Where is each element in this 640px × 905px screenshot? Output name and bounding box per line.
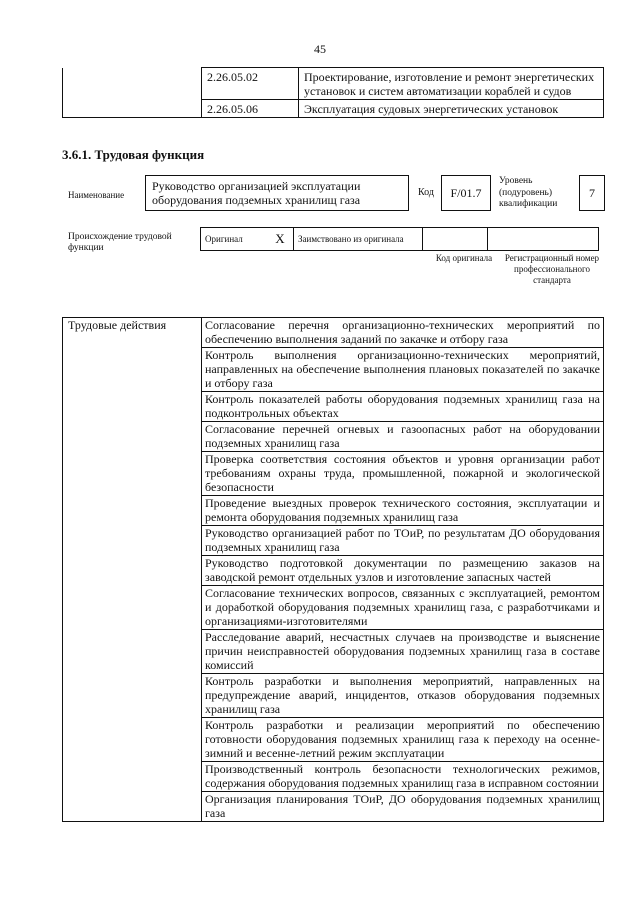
- labor-action-item: Руководство подготовкой документации по размещению заказов на заводской ремонт отдельных узлов и изготовление запасных частей: [202, 556, 604, 586]
- labor-action-item: Контроль разработки и реализации мероприятий по обеспечению готовности оборудования подземных хранилищ газа к переходу на осенне-зимний и весенне-летний режим эксплуатации: [202, 718, 604, 762]
- original-mark: X: [267, 228, 294, 251]
- labor-action-item: Контроль выполнения организационно-технических мероприятий, направленных на обеспечение выполнения плановых показателей по закачке и отбору газа: [202, 348, 604, 392]
- labor-action-item: Согласование перечня организационно-технических мероприятий по обеспечению выполнения заданий по закачке и отбору газа: [202, 318, 604, 348]
- labor-action-item: Организация планирования ТОиР, ДО оборудования подземных хранилищ газа: [202, 792, 604, 822]
- labor-action-item: Контроль показателей работы оборудования подземных хранилищ газа на подконтрольных объектах: [202, 392, 604, 422]
- labor-action-item: Производственный контроль безопасности технологических режимов, содержания оборудования подземных хранилищ газа в исправном состоянии: [202, 762, 604, 792]
- borrowed-label: Заимствовано из оригинала: [294, 228, 423, 251]
- table-row: [63, 318, 604, 348]
- code-original-caption: Код оригинала: [435, 253, 493, 263]
- code-label: Код: [418, 187, 434, 198]
- empty-cell: [63, 68, 202, 118]
- table-row: [201, 228, 599, 251]
- code-original-cell: [423, 228, 488, 251]
- origin-table: [200, 227, 599, 251]
- original-label: Оригинал: [201, 228, 268, 251]
- reg-number-cell: [488, 228, 599, 251]
- code-cell: 2.26.05.06: [202, 100, 299, 118]
- function-name-box: Руководство организацией эксплуатации оборудования подземных хранилищ газа: [145, 175, 409, 211]
- level-box: 7: [579, 175, 605, 211]
- code-cell: 2.26.05.02: [202, 68, 299, 100]
- function-code-box: F/01.7: [441, 175, 491, 211]
- labor-actions-table: [62, 317, 604, 822]
- page-number: 45: [314, 42, 326, 56]
- section-heading: 3.6.1. Трудовая функция: [62, 147, 205, 162]
- labor-action-item: Руководство организацией работ по ТОиР, по результатам ДО оборудования подземных хранилищ газа: [202, 526, 604, 556]
- labor-action-item: Проведение выездных проверок технического состояния, эксплуатации и ремонта оборудования подземных хранилищ газа: [202, 496, 604, 526]
- table-row: [63, 68, 604, 100]
- name-cell: Эксплуатация судовых энергетических установок: [299, 100, 604, 118]
- labor-action-item: Контроль разработки и выполнения мероприятий, направленных на предупреждение аварий, инцидентов, отказов оборудования подземных хранилищ газа: [202, 674, 604, 718]
- related-professions-table: [62, 67, 604, 118]
- labor-action-item: Расследование аварий, несчастных случаев на производстве и выяснение причин неисправностей оборудования подземных хранилищ газа в составе комиссий: [202, 630, 604, 674]
- name-label: Наименование: [68, 190, 125, 200]
- name-cell: Проектирование, изготовление и ремонт энергетических установок и систем автоматизации кораблей и судов: [299, 68, 604, 100]
- labor-actions-title: Трудовые действия: [63, 318, 202, 822]
- labor-action-item: Согласование технических вопросов, связанных с эксплуатацией, ремонтом и доработкой оборудования подземных хранилищ газа, с разработчиками и организациями-изготовителями: [202, 586, 604, 630]
- level-label: Уровень (подуровень) квалификации: [499, 176, 558, 209]
- labor-action-item: Проверка соответствия состояния объектов и уровня организации работ требованиям охраны труда, промышленной, пожарной и экологической безопасности: [202, 452, 604, 496]
- origin-label: Происхождение трудовой функции: [68, 232, 172, 253]
- reg-number-caption: Регистрационный номер профессионального стандарта: [504, 253, 600, 285]
- labor-action-item: Согласование перечней огневых и газоопасных работ на оборудовании подземных хранилищ газа: [202, 422, 604, 452]
